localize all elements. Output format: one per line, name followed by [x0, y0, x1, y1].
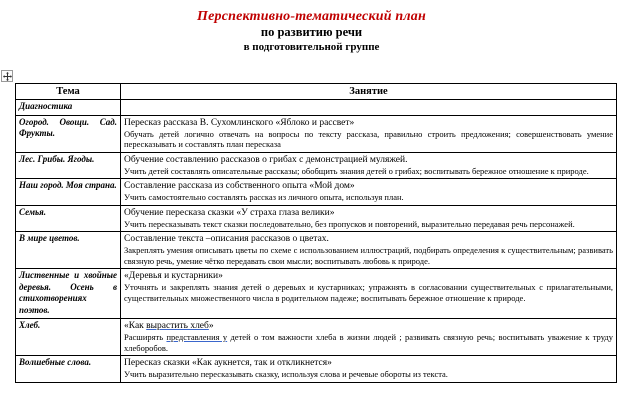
text-segment: Закреплять умения описывать цветы по схеме с использованием иллюстраций, подбирать определения к существительным; развивать связную речь, умение чётко передавать свои мысли; воспитывать любовь к природе.: [124, 245, 613, 266]
underlined-text: представления у: [166, 332, 228, 342]
doc-subtitle2: в подготовительной группе: [243, 41, 380, 53]
table-row: [16, 179, 617, 206]
lesson-title: [124, 154, 613, 166]
lesson-description: [124, 332, 613, 353]
doc-title: Перспективно-тематический план: [197, 9, 426, 24]
table-row: [16, 115, 617, 152]
text-segment: Составление рассказа из собственного опыта «Мой дом»: [124, 181, 355, 191]
text-segment: Учить выразительно пересказывать сказку, используя слова и речевые обороты из текста.: [124, 369, 448, 379]
table-row: [16, 205, 617, 232]
text-segment: Учить самостоятельно составлять рассказ из личного опыта, используя план.: [124, 192, 404, 202]
plan-table-body: [16, 100, 617, 383]
column-header-theme: Тема: [16, 84, 121, 100]
lesson-title: [124, 357, 613, 369]
document-page: [0, 8, 623, 379]
theme-cell: Семья.: [16, 205, 121, 232]
theme-cell: Наш город. Моя страна.: [16, 179, 121, 206]
column-header-lesson: Занятие: [121, 84, 617, 100]
text-segment: »: [208, 321, 214, 331]
text-segment: Уточнять и закреплять знания детей о деревьях и кустарниках; упражнять в согласовании существительных с прилагательными, существительных множественного числа в родительном падеже; воспитывать бережное отношение к природе.: [124, 282, 613, 303]
lesson-cell: [121, 269, 617, 319]
lesson-title: [124, 270, 613, 282]
lesson-cell: [121, 356, 617, 383]
text-segment: Учить детей составлять описательные рассказы; обобщить знания детей о грибах; воспитывать бережное отношение к природе.: [124, 165, 589, 176]
text-segment: Пересказ рассказа В. Сухомлинского «Яблоко и рассвет»: [124, 117, 355, 128]
lesson-title: [124, 320, 613, 332]
text-segment: Расширять: [124, 332, 167, 342]
text-segment: Составление текста –описания рассказов о цветах.: [124, 234, 329, 244]
lesson-cell: [121, 115, 617, 152]
theme-cell: Лиственные и хвойные деревья. Осень в стихотворениях поэтов.: [16, 269, 121, 319]
lesson-cell: [121, 152, 617, 179]
theme-cell: Лес. Грибы. Ягоды.: [16, 152, 121, 179]
theme-cell: Хлеб.: [16, 319, 121, 356]
lesson-description: [124, 166, 613, 177]
table-row: [16, 319, 617, 356]
lesson-cell: [121, 319, 617, 356]
table-row: [16, 100, 617, 116]
table-row: [16, 356, 617, 383]
theme-cell: Огород. Овощи. Сад. Фрукты.: [16, 115, 121, 152]
text-segment: детей о том важности хлеба в жизни людей ; развивать связную речь; воспитывать уважение к труду хлеборобов.: [124, 332, 613, 353]
lesson-description: [124, 369, 613, 380]
text-segment: Пересказ сказки «Как аукнется, так и откликнется»: [124, 358, 332, 368]
doc-subtitle: по развитию речи: [260, 25, 363, 39]
table-row: [16, 152, 617, 179]
lesson-cell: [121, 205, 617, 232]
text-segment: Учить пересказывать текст сказки последовательно, без пропусков и повторений, выразительно передавая речь персонажей.: [124, 218, 575, 229]
lesson-title: [124, 180, 613, 192]
table-row: [16, 232, 617, 269]
lesson-cell: [121, 232, 617, 269]
lesson-title: [124, 207, 613, 219]
lesson-description: [124, 245, 613, 266]
four-arrows-icon: [3, 72, 12, 81]
lesson-description: [124, 219, 613, 230]
lesson-description: [124, 282, 613, 303]
text-segment: Обучать детей логично отвечать на вопросы по тексту рассказа, правильно строить предложения; совершенствовать умение пересказывать и составлять план пересказа: [124, 128, 613, 149]
table-move-handle-icon[interactable]: [1, 70, 13, 82]
table-row: [16, 269, 617, 319]
lesson-description: [124, 192, 613, 203]
plan-table: [15, 83, 617, 383]
theme-cell: Волшебные слова.: [16, 356, 121, 383]
lesson-cell: [121, 100, 617, 116]
theme-cell: Диагностика: [16, 100, 121, 116]
table-header-row: [16, 84, 617, 100]
text-segment: Обучение пересказа сказки «У страха глаза велики»: [124, 207, 335, 218]
theme-cell: В мире цветов.: [16, 232, 121, 269]
lesson-description: [124, 129, 613, 150]
lesson-cell: [121, 179, 617, 206]
text-segment: «Как: [124, 321, 147, 331]
text-segment: Обучение составлению рассказов о грибах с демонстрацией муляжей.: [124, 154, 408, 165]
text-segment: «Деревья и кустарники»: [124, 271, 223, 281]
lesson-title: [124, 233, 613, 245]
lesson-title: [124, 117, 613, 129]
underlined-text: вырастить хлеб: [146, 321, 209, 331]
